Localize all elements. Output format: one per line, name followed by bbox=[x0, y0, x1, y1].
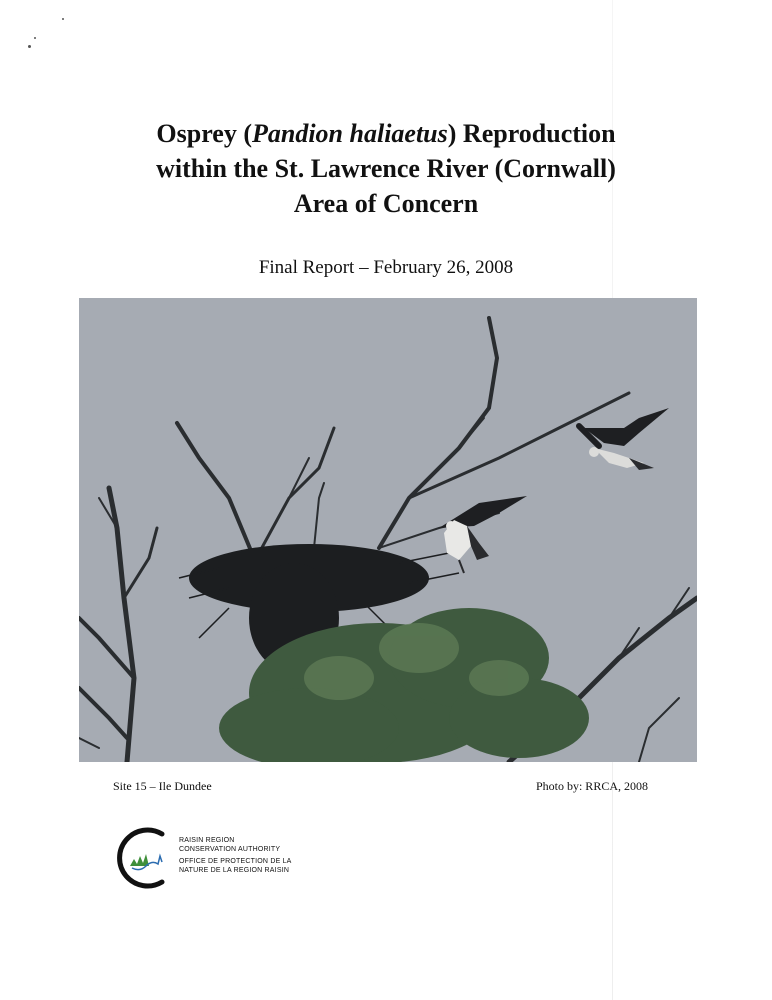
logo-text-line-3: OFFICE DE PROTECTION DE LA bbox=[179, 858, 292, 865]
report-title bbox=[0, 116, 772, 221]
logo-text-line-1: RAISIN REGION bbox=[179, 837, 235, 844]
photo-illustration bbox=[79, 298, 697, 762]
title-suffix: ) Reproduction bbox=[447, 119, 616, 148]
scan-speck bbox=[34, 37, 36, 39]
rrca-logo-mark-icon bbox=[116, 826, 178, 890]
photo-caption-site: Site 15 – Ile Dundee bbox=[113, 779, 212, 793]
rrca-logo-text bbox=[179, 837, 292, 875]
scan-speck bbox=[28, 45, 31, 48]
logo-text-line-4: NATURE DE LA REGION RAISIN bbox=[179, 866, 290, 874]
title-prefix: Osprey ( bbox=[156, 119, 252, 148]
title-line-3: Area of Concern bbox=[293, 189, 479, 218]
report-date-subtitle: Final Report – February 26, 2008 bbox=[258, 257, 514, 278]
logo-text-line-2: CONSERVATION AUTHORITY bbox=[179, 845, 281, 853]
species-name: Pandion haliaetus bbox=[251, 119, 448, 148]
rrca-logo bbox=[116, 826, 356, 890]
scan-speck bbox=[62, 18, 64, 20]
title-line-2: within the St. Lawrence River (Cornwall) bbox=[156, 154, 616, 183]
osprey-nest-photo bbox=[79, 298, 697, 762]
title-line-1 bbox=[0, 116, 772, 151]
photo-credit: Photo by: RRCA, 2008 bbox=[535, 779, 648, 793]
